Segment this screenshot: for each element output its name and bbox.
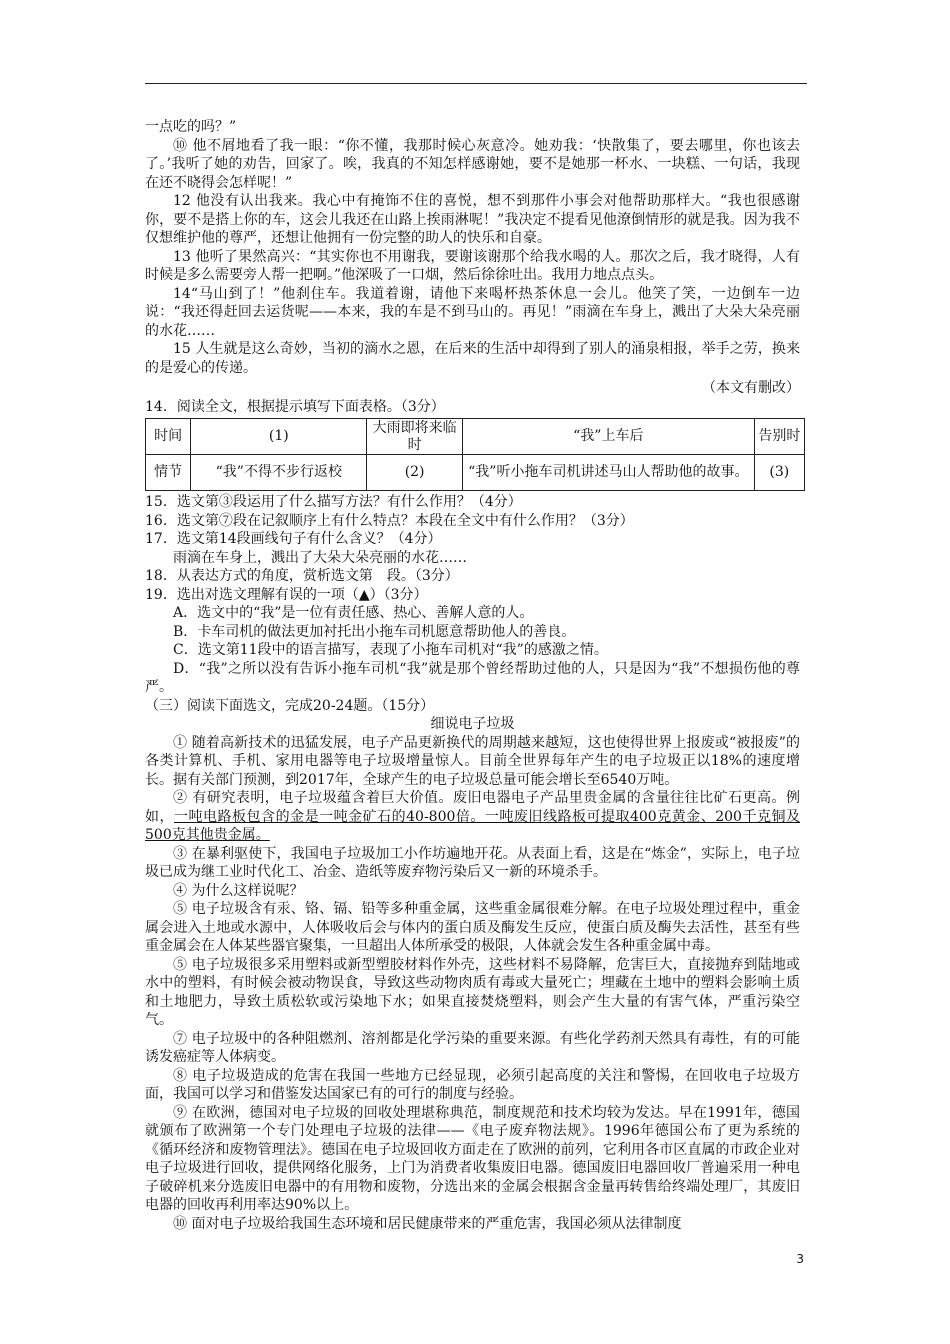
plot-table bbox=[145, 418, 805, 491]
page-number: 3 bbox=[796, 1252, 804, 1266]
question-17-quote: 雨滴在车身上，溅出了大朵大朵亮丽的水花…… bbox=[173, 549, 467, 566]
section-3-heading: （三）阅读下面选文，完成20-24题。（15分） bbox=[145, 697, 435, 714]
question-18: 18．从表达方式的角度，赏析选文第 段。（3分） bbox=[145, 568, 459, 584]
table-cell: 告别时 bbox=[754, 419, 804, 455]
table-cell: 大雨即将来临时 bbox=[367, 419, 463, 455]
table-row bbox=[146, 455, 805, 491]
article-paragraph: ④ 为什么这样说呢？ bbox=[173, 882, 304, 899]
article-paragraph bbox=[145, 789, 800, 845]
article-paragraph: ⑦ 电子垃圾中的各种阻燃剂、溶剂都是化学污染的重要来源。有些化学药剂天然具有毒性，有的可能诱发癌症等人体病变。 bbox=[145, 1030, 800, 1065]
article-paragraph: ③ 在暴利驱使下，我国电子垃圾加工小作坊遍地开花。从表面上看，这是在“炼金”，实际上，电子垃圾已成为继工业时代化工、冶金、造纸等废弃物污染后又一新的环境杀手。 bbox=[145, 845, 800, 880]
story-paragraph: 15 人生就是这么奇妙，当初的滴水之恩，在后来的生活中却得到了别人的涌泉相报，举手之劳，换来的是爱心的传递。 bbox=[145, 341, 800, 376]
header-rule bbox=[145, 83, 807, 84]
question-19: 19．选出对选文理解有误的一项（▲）（3分） bbox=[145, 586, 428, 603]
question-16: 16．选文第⑦段在记叙顺序上有什么特点？本段在全文中有什么作用？（3分） bbox=[145, 512, 634, 529]
article-text: ② 有研究表明，电子垃圾蕴含着巨大价值。废旧电器电子产品里贵金属的含量往往比矿石更高。例如， bbox=[145, 790, 800, 825]
table-row bbox=[146, 419, 805, 455]
table-cell: (3) bbox=[754, 455, 804, 491]
article-title: 细说电子垃圾 bbox=[430, 716, 515, 732]
story-paragraph: 12 他没有认出我来。我心中有掩饰不住的喜悦，想不到那件小事会对他帮助那样大。“我也很感谢你，要不是搭上你的车，这会儿我还在山路上挨雨淋呢！”我决定不提看见他潦倒情形的就是我。因为我不仅想维护他的尊严，还想让他拥有一份完整的助人的快乐和自豪。 bbox=[145, 193, 800, 246]
table-cell: (1) bbox=[191, 419, 367, 455]
article-paragraph: ⑩ 面对电子垃圾给我国生态环境和居民健康带来的严重危害，我国必须从法律制度 bbox=[173, 1215, 682, 1232]
story-paragraph: 14“马山到了！”他刹住车。我道着谢，请他下来喝杯热茶休息一会儿。他笑了笑，一边倒车一边说：“我还得赶回去运货呢——本来，我的车是不到马山的。再见！”雨滴在车身上，溅出了大朵大朵亮丽的水花…… bbox=[145, 285, 800, 339]
table-cell: “我”上车后 bbox=[462, 419, 754, 455]
table-cell: 时间 bbox=[146, 419, 191, 455]
page-content bbox=[145, 118, 800, 1233]
article-paragraph: ① 随着高新技术的迅猛发展，电子产品更新换代的周期越来越短，这也使得世界上报废或“被报废”的各类计算机、手机、家用电器等电子垃圾增量惊人。目前全世界每年产生的电子垃圾正以18%的速度增长。据有关部门预测，到2017年，全球产生的电子垃圾总量可能会增长至6540万吨。 bbox=[145, 734, 800, 788]
question-14: 14．阅读全文，根据提示填写下面表格。（3分） bbox=[145, 398, 445, 415]
table-cell: 情节 bbox=[146, 455, 191, 491]
table-cell: “我”不得不步行返校 bbox=[191, 455, 367, 491]
option-b: B．卡车司机的做法更加衬托出小拖车司机愿意帮助他人的善良。 bbox=[173, 623, 576, 640]
article-paragraph: ⑤ 电子垃圾含有汞、铬、镉、铅等多种重金属，这些重金属很难分解。在电子垃圾处理过程中，重金属会进入土地或水源中，人体吸收后会与体内的蛋白质及酶发生反应，使蛋白质及酶失去活性，甚至有些重金属会在人体某些器官聚集，一旦超出人体所承受的极限，人体就会发生各种重金属中毒。 bbox=[145, 901, 800, 954]
option-c: C．选文第11段中的语言描写，表现了小拖车司机对“我”的感激之情。 bbox=[173, 642, 608, 658]
article-paragraph: ⑧ 电子垃圾造成的危害在我国一些地方已经显现，必须引起高度的关注和警惕，在回收电子垃圾方面，我国可以学习和借鉴发达国家已有的可行的制度与经验。 bbox=[145, 1067, 800, 1102]
option-a: A．选文中的“我”是一位有责任感、热心、善解人意的人。 bbox=[173, 605, 534, 621]
story-paragraph: 一点吃的吗？” bbox=[145, 119, 237, 135]
story-paragraph: 13 他听了果然高兴：“其实你也不用谢我，要谢该谢那个给我水喝的人。那次之后，我才晓得，人有时候是多么需要旁人帮一把啊。”他深吸了一口烟，然后徐徐吐出。我用力地点点头。 bbox=[145, 248, 800, 283]
article-paragraph: ⑤ 电子垃圾很多采用塑料或新型塑胶材料作外壳，这些材料不易降解，危害巨大，直接抛弃到陆地或水中的塑料，有时候会被动物误食，导致这些动物肉质有毒或大量死亡；埋藏在土地中的塑料会影响土质和土地肥力，导致土质松软或污染地下水；如果直接焚烧塑料，则会产生大量的有害气体，严重污染空气。 bbox=[145, 956, 800, 1028]
option-d: D．“我”之所以没有告诉小拖车司机“我”就是那个曾经帮助过他的人，只是因为“我”不想损伤他的尊严。 bbox=[145, 660, 800, 695]
table-cell: (2) bbox=[367, 455, 463, 491]
edit-note: （本文有删改） bbox=[702, 380, 800, 396]
table-cell: “我”听小拖车司机讲述马山人帮助他的故事。 bbox=[462, 455, 754, 491]
article-paragraph: ⑨ 在欧洲，德国对电子垃圾的回收处理堪称典范，制度规范和技术均较为发达。早在1991年，德国就颁布了欧洲第一个专门处理电子垃圾的法律——《电子废弃物法规》。1996年德国公布了更为系统的《循环经济和废物管理法》。德国在电子垃圾回收方面走在了欧洲的前列，它利用各市区直属的市政企业对电子垃圾进行回收，提供网络化服务，上门为消费者收集废旧电器。德国废旧电器回收厂普遍采用一种电子破碎机来分选废旧电器中的有用物和废物，分选出来的金属会根据含金量再转售给终端处理厂，其废旧电器的回收再利用率达90%以上。 bbox=[145, 1104, 800, 1213]
question-17: 17．选文第14段画线句子有什么含义？（4分） bbox=[145, 531, 442, 547]
story-paragraph: ⑩ 他不屑地看了我一眼：“你不懂，我那时候心灰意冷。她劝我：‘快散集了，要去哪里，你也该去了。’我听了她的劝告，回家了。唉，我真的不知怎样感谢她，要不是她那一杯水、一块糕、一句话，我现在还不晓得会怎样呢！” bbox=[145, 137, 800, 191]
question-15: 15．选文第③段运用了什么描写方法？有什么作用？（4分） bbox=[145, 494, 522, 510]
underlined-sentence: 一吨电路板包含的金是一吨金矿石的40-800倍。一吨废旧线路板可提取400克黄金、200千克铜及500克其他贵金属。 bbox=[145, 808, 800, 843]
